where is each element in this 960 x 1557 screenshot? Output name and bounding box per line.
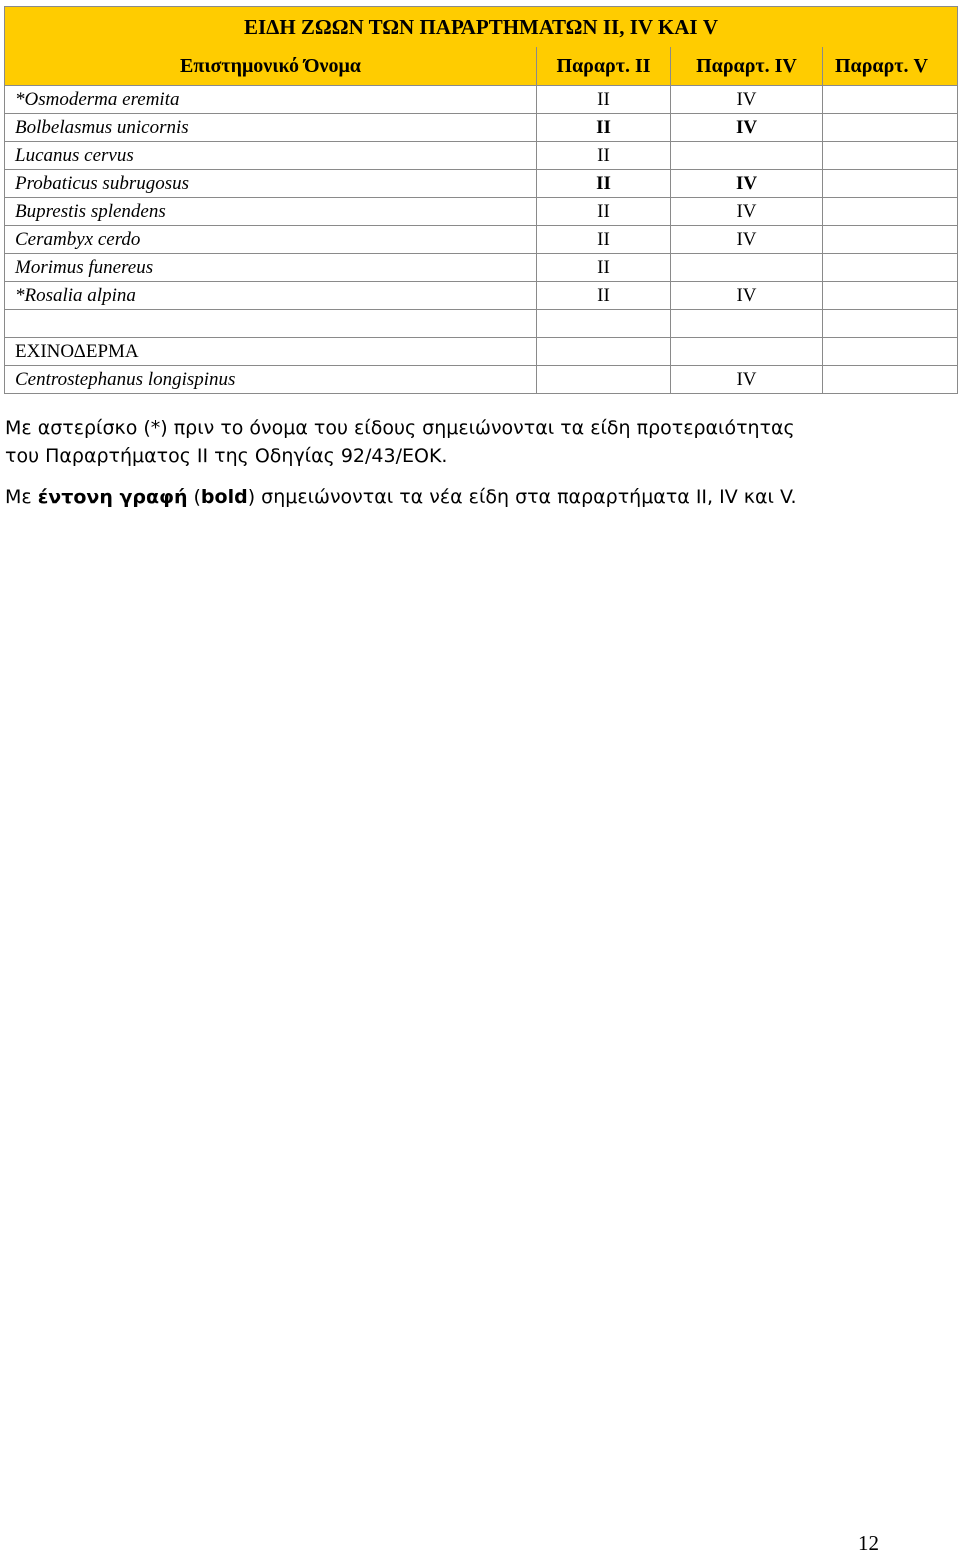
- annex-5-cell: [823, 226, 958, 254]
- page-number: 12: [858, 1531, 879, 1555]
- annex-5-cell: [823, 282, 958, 310]
- species-name-cell: Morimus funereus: [5, 254, 537, 282]
- bold-note-suffix: ) σημειώνονται τα νέα είδη στα παραρτήματα ΙΙ, IV και V.: [247, 486, 797, 508]
- annex-5-cell: [823, 170, 958, 198]
- annex-2-cell: ΙΙ: [537, 114, 671, 142]
- annex-4-cell: [671, 338, 823, 366]
- annex-4-cell: [671, 254, 823, 282]
- table-title: ΕΙΔΗ ΖΩΩΝ ΤΩΝ ΠΑΡΑΡΤΗΜΑΤΩΝ ΙΙ, IV ΚΑΙ V: [5, 7, 958, 48]
- table-row: [5, 366, 958, 394]
- table-row: [5, 114, 958, 142]
- annex-2-cell: ΙΙ: [537, 86, 671, 114]
- annex-2-cell: ΙΙ: [537, 170, 671, 198]
- annex-4-cell: [671, 142, 823, 170]
- annex-2-cell: [537, 338, 671, 366]
- species-name-cell: Buprestis splendens: [5, 198, 537, 226]
- annex-5-cell: [823, 114, 958, 142]
- species-name-cell: ΕΧΙΝΟΔΕΡΜΑ: [5, 338, 537, 366]
- asterisk-note-line-1: Με αστερίσκο (*) πριν το όνομα του είδους σημειώνονται τα είδη προτεραιότητας: [5, 417, 795, 439]
- annex-5-cell: [823, 310, 958, 338]
- annex-4-cell: IV: [671, 114, 823, 142]
- header-annex-2: Παραρτ. ΙΙ: [537, 47, 671, 86]
- table-row: [5, 198, 958, 226]
- annex-2-cell: ΙΙ: [537, 142, 671, 170]
- table-row: [5, 142, 958, 170]
- annex-4-cell: IV: [671, 170, 823, 198]
- species-table-body: [5, 86, 958, 394]
- asterisk-note-line-2: του Παραρτήματος ΙΙ της Οδηγίας 92/43/ΕΟΚ.: [5, 445, 448, 467]
- annex-4-cell: IV: [671, 226, 823, 254]
- species-name-cell: Centrostephanus longispinus: [5, 366, 537, 394]
- header-annex-4: Παραρτ. IV: [671, 47, 823, 86]
- species-name-cell: Bolbelasmus unicornis: [5, 114, 537, 142]
- table-header-row: [5, 47, 958, 86]
- table-row: [5, 170, 958, 198]
- annex-5-cell: [823, 86, 958, 114]
- bold-note: [5, 483, 797, 511]
- table-row: [5, 310, 958, 338]
- annex-2-cell: ΙΙ: [537, 226, 671, 254]
- annex-4-cell: IV: [671, 86, 823, 114]
- bold-note-prefix: Με: [5, 486, 38, 508]
- annex-5-cell: [823, 366, 958, 394]
- annex-4-cell: IV: [671, 282, 823, 310]
- annex-5-cell: [823, 142, 958, 170]
- species-name-cell: Cerambyx cerdo: [5, 226, 537, 254]
- table-row: [5, 338, 958, 366]
- annex-5-cell: [823, 338, 958, 366]
- annex-5-cell: [823, 198, 958, 226]
- species-name-cell: Lucanus cervus: [5, 142, 537, 170]
- table-title-row: [5, 7, 958, 48]
- table-row: [5, 226, 958, 254]
- table-row: [5, 86, 958, 114]
- species-name-cell: *Osmoderma eremita: [5, 86, 537, 114]
- species-table: [4, 6, 958, 394]
- asterisk-note: [5, 414, 795, 470]
- annex-2-cell: ΙΙ: [537, 198, 671, 226]
- annex-4-cell: [671, 310, 823, 338]
- annex-5-cell: [823, 254, 958, 282]
- species-name-cell: *Rosalia alpina: [5, 282, 537, 310]
- species-name-cell: Probaticus subrugosus: [5, 170, 537, 198]
- bold-note-mid: (: [187, 486, 201, 508]
- table-row: [5, 254, 958, 282]
- bold-note-emphasis: έντονη γραφή: [37, 486, 188, 508]
- annex-2-cell: [537, 310, 671, 338]
- species-name-cell: [5, 310, 537, 338]
- annex-4-cell: IV: [671, 366, 823, 394]
- header-scientific-name: Επιστημονικό Όνομα: [5, 47, 537, 86]
- header-annex-5: Παραρτ. V: [823, 47, 958, 86]
- annex-4-cell: IV: [671, 198, 823, 226]
- table-row: [5, 282, 958, 310]
- bold-note-label: bold: [200, 486, 248, 508]
- annex-2-cell: [537, 366, 671, 394]
- annex-2-cell: ΙΙ: [537, 254, 671, 282]
- annex-2-cell: ΙΙ: [537, 282, 671, 310]
